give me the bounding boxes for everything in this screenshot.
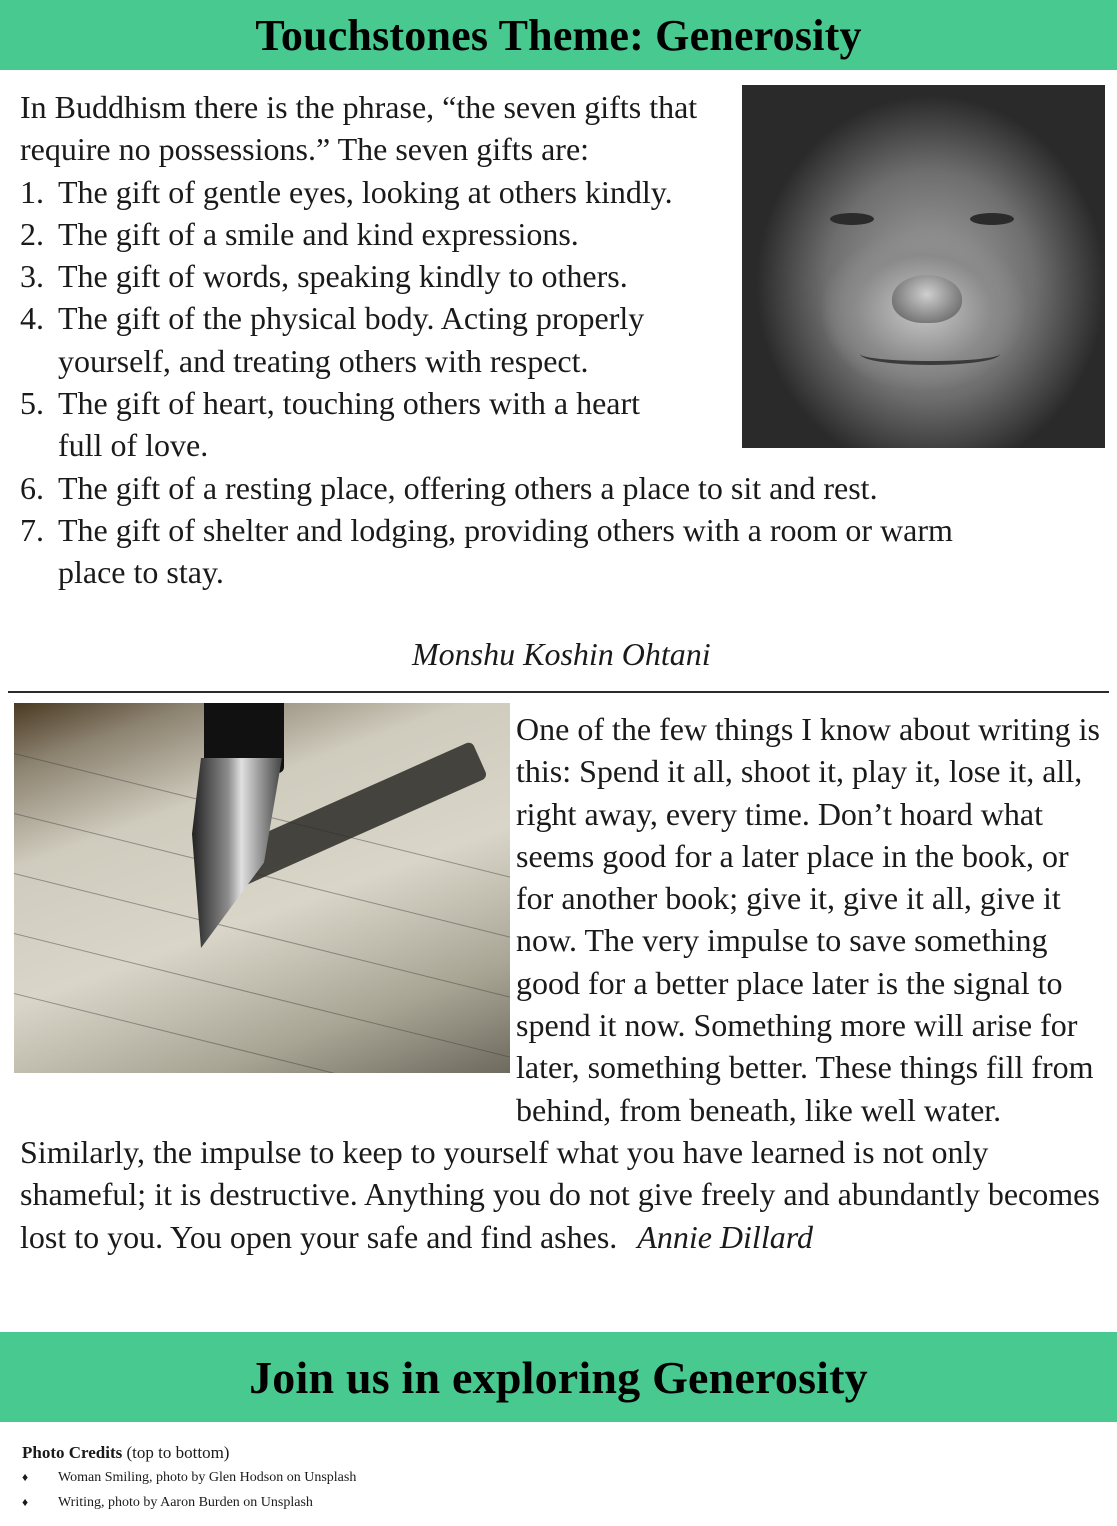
list-item bbox=[20, 171, 740, 213]
quote-attribution: Annie Dillard bbox=[637, 1218, 813, 1255]
credits-subtitle: (top to bottom) bbox=[126, 1443, 230, 1462]
item-text: The gift of gentle eyes, looking at others kindly. bbox=[58, 173, 673, 210]
quote-text: One of the few things I know about writing is this: Spend it all, shoot it, play it, lose it, all, right away, every time. Don’t hoard what seems good for a later place in the book, or for another book; give it, give it all, give it now. The very impulse to save something good for a better place later is the signal to spend it now. Something more will arise for later, something better. These things fill from behind, from beneath, like well water. Similarly, the impulse to keep to yourself what you have learned is not only shameful; it is destructive. Anything you do not give freely and abundantly becomes lost to you. You open your safe and find ashes. bbox=[20, 711, 1100, 1255]
list-item bbox=[20, 509, 970, 594]
item-number: 4. bbox=[20, 300, 44, 337]
list-item bbox=[20, 297, 740, 382]
credit-item bbox=[22, 1490, 356, 1515]
page-title: Touchstones Theme: Generosity bbox=[255, 10, 862, 60]
item-text: The gift of shelter and lodging, providing others with a room or warm place to stay. bbox=[58, 511, 953, 591]
photo-detail bbox=[830, 213, 874, 225]
footer-banner bbox=[0, 1332, 1117, 1422]
item-number: 5. bbox=[20, 385, 44, 422]
section-divider bbox=[8, 691, 1109, 693]
gifts-list bbox=[20, 171, 953, 594]
footer-title: Join us in exploring Generosity bbox=[249, 1351, 868, 1403]
credits-heading bbox=[22, 1440, 356, 1465]
buddhist-quote bbox=[20, 86, 953, 594]
list-item bbox=[20, 213, 740, 255]
photo-credits bbox=[22, 1440, 356, 1515]
header-banner bbox=[0, 0, 1117, 70]
item-number: 2. bbox=[20, 215, 44, 252]
list-item bbox=[20, 467, 1020, 509]
credit-item bbox=[22, 1465, 356, 1490]
dillard-quote bbox=[20, 708, 1105, 1258]
photo-spacer bbox=[20, 708, 516, 1089]
credits-title: Photo Credits bbox=[22, 1443, 123, 1462]
item-number: 7. bbox=[20, 511, 44, 548]
photo-detail bbox=[970, 213, 1014, 225]
item-number: 1. bbox=[20, 173, 44, 210]
item-text: The gift of heart, touching others with a heart full of love. bbox=[58, 385, 641, 464]
credit-text: Woman Smiling, photo by Glen Hodson on Unsplash bbox=[58, 1470, 357, 1485]
list-item bbox=[20, 382, 660, 467]
photo-detail bbox=[892, 275, 962, 323]
credit-text: Writing, photo by Aaron Burden on Unsplash bbox=[58, 1495, 313, 1510]
item-number: 3. bbox=[20, 258, 44, 295]
quote-attribution: Monshu Koshin Ohtani bbox=[412, 636, 711, 672]
woman-smiling-photo bbox=[742, 85, 1105, 448]
item-number: 6. bbox=[20, 469, 44, 506]
photo-detail bbox=[860, 343, 1000, 365]
item-text: The gift of a smile and kind expressions. bbox=[58, 215, 579, 252]
quote-intro: In Buddhism there is the phrase, “the seven gifts that require no possessions.” The seven gifts are: bbox=[20, 89, 698, 168]
diamond-bullet-icon: ♦ bbox=[22, 1470, 29, 1484]
list-item bbox=[20, 255, 740, 297]
diamond-bullet-icon: ♦ bbox=[22, 1495, 29, 1509]
item-text: The gift of the physical body. Acting properly yourself, and treating others with respect. bbox=[58, 300, 645, 379]
item-text: The gift of a resting place, offering others a place to sit and rest. bbox=[58, 469, 878, 506]
item-text: The gift of words, speaking kindly to others. bbox=[58, 258, 628, 295]
